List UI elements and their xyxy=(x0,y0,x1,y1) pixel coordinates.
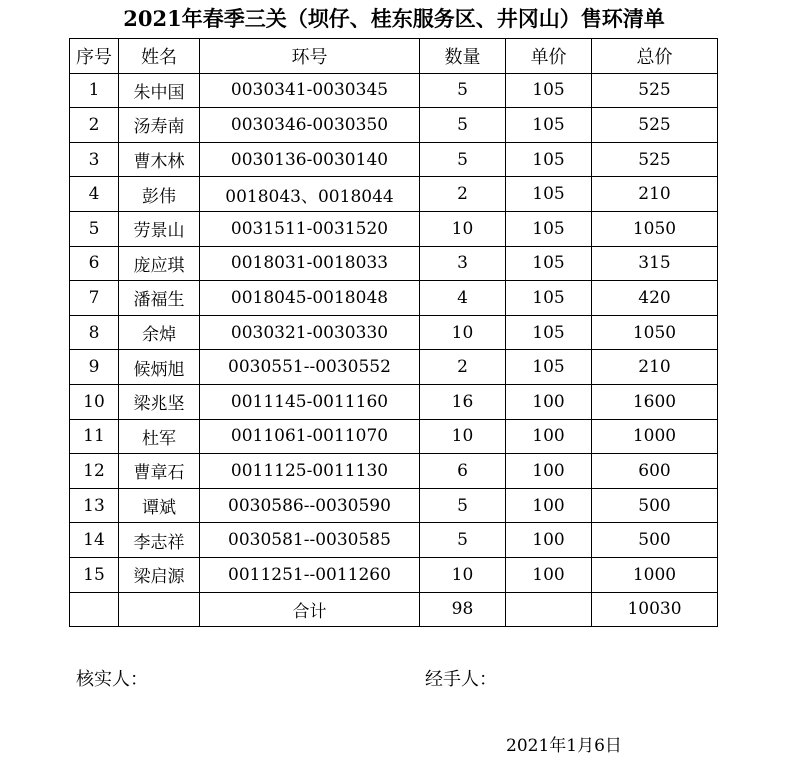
cell-name: 劳景山 xyxy=(119,211,200,246)
table-header-row xyxy=(70,39,718,74)
cell-unit-price: 105 xyxy=(506,350,592,385)
cell-index: 7 xyxy=(70,281,119,316)
cell-ring-number: 0030341-0030345 xyxy=(200,73,420,108)
total-amount: 10030 xyxy=(592,592,718,627)
cell-quantity: 10 xyxy=(420,315,506,350)
table-row xyxy=(70,315,718,350)
cell-name: 汤寿南 xyxy=(119,108,200,143)
total-label: 合计 xyxy=(200,592,420,627)
cell-index: 4 xyxy=(70,177,119,212)
cell-ring-number: 0018031-0018033 xyxy=(200,246,420,281)
cell-index: 8 xyxy=(70,315,119,350)
table-row xyxy=(70,419,718,454)
table-row xyxy=(70,557,718,592)
cell-unit-price: 105 xyxy=(506,108,592,143)
table-row xyxy=(70,523,718,558)
cell-unit-price: 105 xyxy=(506,211,592,246)
cell-unit-price: 100 xyxy=(506,454,592,489)
cell-unit-price: 105 xyxy=(506,281,592,316)
cell-total-price: 210 xyxy=(592,177,718,212)
cell-index: 10 xyxy=(70,384,119,419)
header-quantity: 数量 xyxy=(420,39,506,74)
cell-unit-price: 100 xyxy=(506,419,592,454)
cell-index: 5 xyxy=(70,211,119,246)
cell-unit-price: 105 xyxy=(506,73,592,108)
cell-ring-number: 0011251--0011260 xyxy=(200,557,420,592)
table-row xyxy=(70,350,718,385)
cell-total-price: 420 xyxy=(592,281,718,316)
cell-ring-number: 0030586--0030590 xyxy=(200,488,420,523)
table-row xyxy=(70,454,718,489)
total-quantity: 98 xyxy=(420,592,506,627)
cell-unit-price: 100 xyxy=(506,557,592,592)
cell-index: 12 xyxy=(70,454,119,489)
header-unit-price: 单价 xyxy=(506,39,592,74)
sales-table xyxy=(69,38,718,627)
cell-quantity: 6 xyxy=(420,454,506,489)
cell-index: 9 xyxy=(70,350,119,385)
cell-quantity: 5 xyxy=(420,73,506,108)
cell-index: 1 xyxy=(70,73,119,108)
handler-label: 经手人： xyxy=(425,669,497,690)
cell-total-price: 500 xyxy=(592,488,718,523)
table-row xyxy=(70,211,718,246)
cell-total-price: 1050 xyxy=(592,315,718,350)
cell-unit-price: 105 xyxy=(506,246,592,281)
document-date: 2021年1月6日 xyxy=(506,736,622,756)
cell-ring-number: 0018045-0018048 xyxy=(200,281,420,316)
cell-ring-number: 0030581--0030585 xyxy=(200,523,420,558)
total-empty-cell xyxy=(119,592,200,627)
cell-total-price: 1050 xyxy=(592,211,718,246)
table-row xyxy=(70,142,718,177)
cell-name: 彭伟 xyxy=(119,177,200,212)
header-name: 姓名 xyxy=(119,39,200,74)
header-index: 序号 xyxy=(70,39,119,74)
cell-total-price: 210 xyxy=(592,350,718,385)
table-row xyxy=(70,488,718,523)
table-row xyxy=(70,246,718,281)
cell-ring-number: 0030136-0030140 xyxy=(200,142,420,177)
cell-unit-price: 100 xyxy=(506,384,592,419)
cell-quantity: 10 xyxy=(420,557,506,592)
cell-ring-number: 0011061-0011070 xyxy=(200,419,420,454)
cell-index: 3 xyxy=(70,142,119,177)
total-row xyxy=(70,592,718,627)
cell-quantity: 5 xyxy=(420,523,506,558)
cell-total-price: 1600 xyxy=(592,384,718,419)
cell-quantity: 2 xyxy=(420,350,506,385)
cell-name: 曹章石 xyxy=(119,454,200,489)
cell-name: 梁启源 xyxy=(119,557,200,592)
cell-quantity: 10 xyxy=(420,211,506,246)
verifier-label: 核实人： xyxy=(76,669,148,690)
cell-ring-number: 0011145-0011160 xyxy=(200,384,420,419)
cell-total-price: 600 xyxy=(592,454,718,489)
table-row xyxy=(70,73,718,108)
total-empty-cell xyxy=(70,592,119,627)
cell-ring-number: 0030551--0030552 xyxy=(200,350,420,385)
cell-index: 14 xyxy=(70,523,119,558)
cell-name: 曹木林 xyxy=(119,142,200,177)
cell-name: 候炳旭 xyxy=(119,350,200,385)
cell-ring-number: 0031511-0031520 xyxy=(200,211,420,246)
cell-total-price: 525 xyxy=(592,142,718,177)
cell-index: 13 xyxy=(70,488,119,523)
cell-name: 余焯 xyxy=(119,315,200,350)
cell-name: 朱中国 xyxy=(119,73,200,108)
cell-index: 15 xyxy=(70,557,119,592)
cell-index: 6 xyxy=(70,246,119,281)
cell-unit-price: 100 xyxy=(506,523,592,558)
cell-quantity: 5 xyxy=(420,108,506,143)
table-row xyxy=(70,384,718,419)
cell-total-price: 525 xyxy=(592,73,718,108)
cell-index: 2 xyxy=(70,108,119,143)
cell-name: 李志祥 xyxy=(119,523,200,558)
header-ring-number: 环号 xyxy=(200,39,420,74)
table-row xyxy=(70,281,718,316)
cell-quantity: 5 xyxy=(420,488,506,523)
cell-total-price: 315 xyxy=(592,246,718,281)
cell-quantity: 10 xyxy=(420,419,506,454)
cell-ring-number: 0018043、0018044 xyxy=(200,177,420,212)
cell-quantity: 5 xyxy=(420,142,506,177)
cell-name: 潘福生 xyxy=(119,281,200,316)
cell-name: 谭斌 xyxy=(119,488,200,523)
cell-index: 11 xyxy=(70,419,119,454)
table-row xyxy=(70,177,718,212)
header-total-price: 总价 xyxy=(592,39,718,74)
cell-unit-price: 105 xyxy=(506,142,592,177)
cell-name: 庞应琪 xyxy=(119,246,200,281)
cell-name: 杜军 xyxy=(119,419,200,454)
cell-total-price: 1000 xyxy=(592,557,718,592)
cell-quantity: 3 xyxy=(420,246,506,281)
cell-name: 梁兆坚 xyxy=(119,384,200,419)
cell-quantity: 2 xyxy=(420,177,506,212)
cell-total-price: 525 xyxy=(592,108,718,143)
cell-unit-price: 100 xyxy=(506,488,592,523)
cell-unit-price: 105 xyxy=(506,315,592,350)
table-row xyxy=(70,108,718,143)
cell-ring-number: 0030346-0030350 xyxy=(200,108,420,143)
total-empty-cell xyxy=(506,592,592,627)
cell-quantity: 16 xyxy=(420,384,506,419)
cell-unit-price: 105 xyxy=(506,177,592,212)
cell-quantity: 4 xyxy=(420,281,506,316)
cell-ring-number: 0030321-0030330 xyxy=(200,315,420,350)
cell-total-price: 1000 xyxy=(592,419,718,454)
cell-total-price: 500 xyxy=(592,523,718,558)
cell-ring-number: 0011125-0011130 xyxy=(200,454,420,489)
document-title: 2021年春季三关（坝仔、桂东服务区、井冈山）售环清单 xyxy=(123,6,665,31)
